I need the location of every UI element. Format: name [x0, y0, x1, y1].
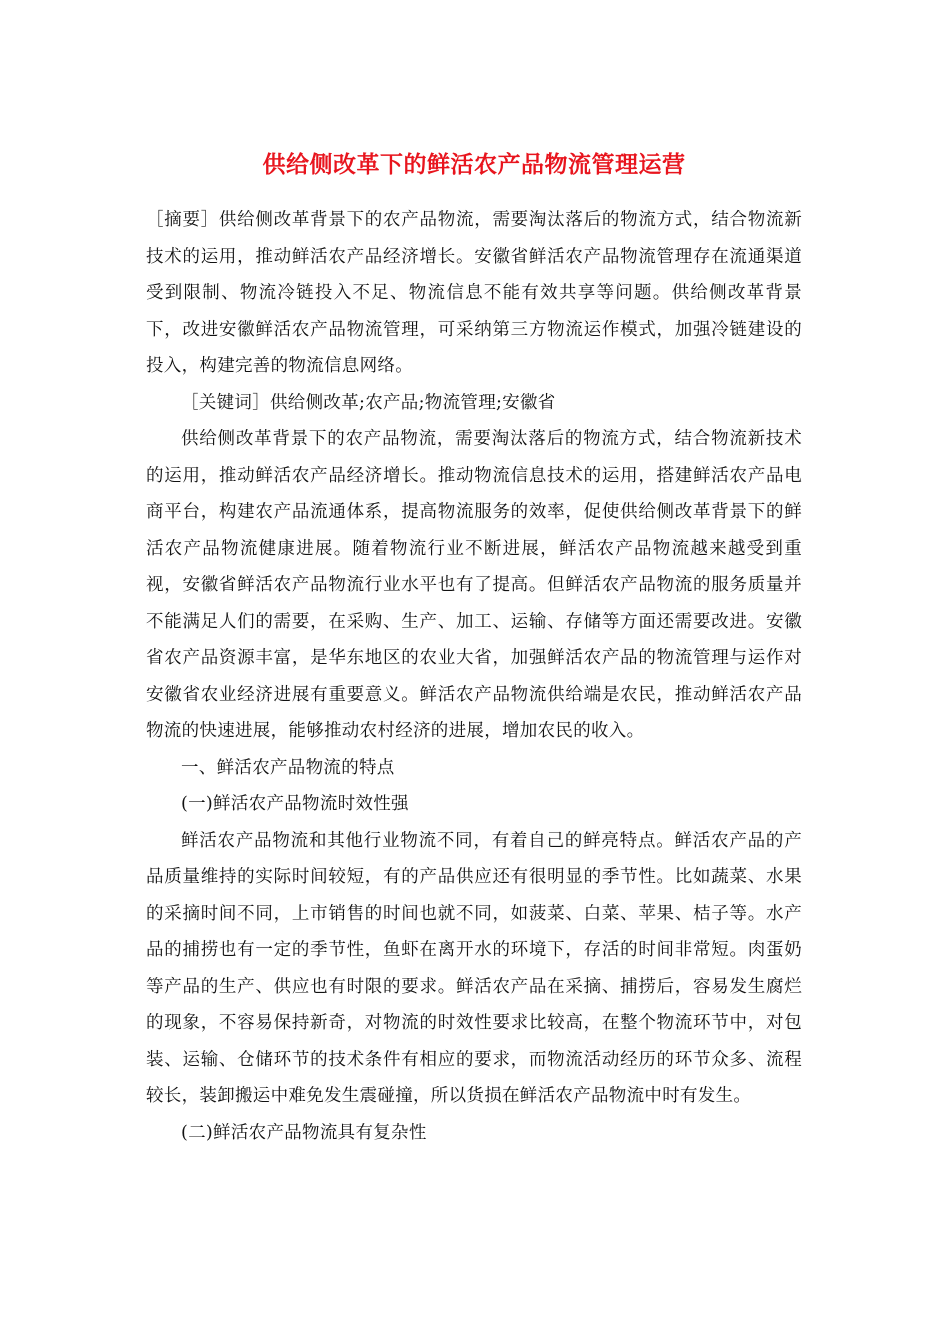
subsection-heading-1: (一)鲜活农产品物流时效性强: [181, 794, 409, 814]
intro-paragraph: 供给侧改革背景下的农产品物流，需要淘汰落后的物流方式，结合物流新技术的运用，推动鲜活农产品经济增长。推动物流信息技术的运用，搭建鲜活农产品电商平台，构建农产品流通体系，提高物流服务的效率，促使供给侧改革背景下的鲜活农产品物流健康进展。随着物流行业不断进展，鲜活农产品物流越来越受到重视，安徽省鲜活农产品物流行业水平也有了提高。但鲜活农产品物流的服务质量并不能满足人们的需要，在采购、生产、加工、运输、存储等方面还需要改进。安徽省农产品资源丰富，是华东地区的农业大省，加强鲜活农产品的物流管理与运作对安徽省农业经济进展有重要意义。鲜活农产品物流供给端是农民，推动鲜活农产品物流的快速进展，能够推动农村经济的进展，增加农民的收入。: [146, 429, 802, 741]
subsection-heading-2: (二)鲜活农产品物流具有复杂性: [181, 1122, 427, 1143]
document-page: [146, 150, 802, 1151]
document-title: 供给侧改革下的鲜活农产品物流管理运营: [262, 151, 686, 178]
keywords-line: ［关键词］供给侧改革;农产品;物流管理;安徽省: [181, 392, 556, 413]
abstract-paragraph: ［摘要］供给侧改革背景下的农产品物流，需要淘汰落后的物流方式，结合物流新技术的运用，推动鲜活农产品经济增长。安徽省鲜活农产品物流管理存在流通渠道受到限制、物流冷链投入不足、物流信息不能有效共享等问题。供给侧改革背景下，改进安徽鲜活农产品物流管理，可采纳第三方物流运作模式，加强冷链建设的投入，构建完善的物流信息网络。: [146, 210, 802, 376]
section-heading-1: 一、鲜活农产品物流的特点: [181, 757, 395, 778]
subsection-1-paragraph: 鲜活农产品物流和其他行业物流不同，有着自己的鲜亮特点。鲜活农产品的产品质量维持的实际时间较短，有的产品供应还有很明显的季节性。比如蔬菜、水果的采摘时间不同，上市销售的时间也就不同，如菠菜、白菜、苹果、桔子等。水产品的捕捞也有一定的季节性，鱼虾在离开水的环境下，存活的时间非常短。肉蛋奶等产品的生产、供应也有时限的要求。鲜活农产品在采摘、捕捞后，容易发生腐烂的现象，不容易保持新奇，对物流的时效性要求比较高，在整个物流环节中，对包装、运输、仓储环节的技术条件有相应的要求，而物流活动经历的环节众多、流程较长，装卸搬运中难免发生震碰撞，所以货损在鲜活农产品物流中时有发生。: [146, 830, 802, 1106]
